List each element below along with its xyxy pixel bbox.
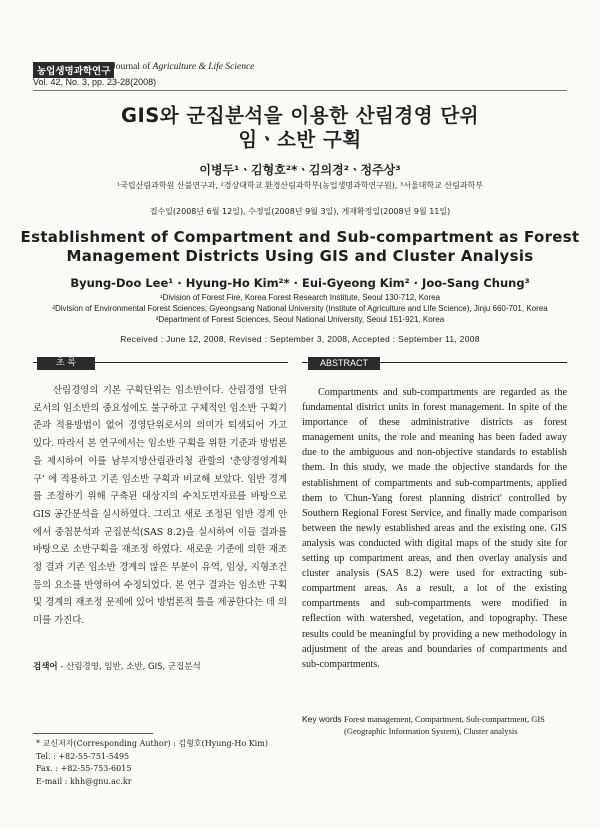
keywords-ko xyxy=(33,660,287,672)
abstract-ko-heading: 초 록 xyxy=(37,357,95,370)
abstract-en xyxy=(302,385,567,672)
abstract-ko xyxy=(33,382,287,630)
abstract-en-heading: ABSTRACT xyxy=(308,357,380,370)
affiliation-en-2: ²Division of Environmental Forest Sciences, Gyeongsang National University (Institute of Agriculture and Life Science), Jinju 660-701, Korea xyxy=(52,304,548,313)
keywords-en-text: Forest management, Compartment, Sub-compartment, GIS (Geographic Information System), Cluster analysis xyxy=(344,714,545,736)
journal-title: Agriculture & Life Science xyxy=(152,62,255,72)
abstract-en-text: Compartments and sub-compartments are regarded as the fundamental district units in forest management. In spite of the importance of these administrative districts as forest management units, the role and meaning has been faded away due to the ambiguous and non-objective standards to establish them. In this study, we made the objective standards for the establishment of compartments and sub-compartments, applied them to 'Chun-Yang forest planning district' controlled by Southern Regional Forest Service, and finally made comparison between the newly established areas and the existing one. GIS analysis was conducted with digital maps of the study site for setting up compartment areas, and then overlay analysis and cluster analysis (SAS 8.2) were used for extracting sub-compartment areas. As a result, a lot of the existing compartments and sub-compartments were modified in reflection with watershed, vegetation, and topography. These results could be meaningful by providing a new methodology in adjustment of the areas and boundaries of compartments and sub-compartments. xyxy=(302,387,567,670)
keywords-ko-label: 검색어 xyxy=(33,662,58,672)
fax: Fax. : +82-55-753-6015 xyxy=(36,764,132,773)
journal-prefix: Journal of xyxy=(112,62,151,72)
abstract-ko-text: 산림경영의 기본 구획단위는 임소반이다. 산림경영 단위로서의 임소반의 중요성에도 불구하고 구체적인 임소반 구획기준과 적용방법이 없어 경영단위로서의 의미가 퇴색되어 가고 있다. 따라서 본 연구에서는 임소반 구획을 위한 기준과 방법론을 제시하여 이를 남부지방산림관리청 관할의 '춘양경영계획구' 에 적용하고 기존 임소반 구획과 비교해 보았다. 임반 경계를 조정하기 위해 구축된 대상지의 수치도면자료를 바탕으로 GIS 공간분석을 실시하였다. 그리고 새로 조정된 임반 경계 안에서 중첩분석과 군집분석(SAS 8.2)을 실시하여 이들 결과를 바탕으로 소반구획을 재조정 하였다. 새로운 기준에 의한 재조정 결과 기존 임소반 경계의 많은 부분이 유역, 임상, 지형조건 등의 요소를 반영하여 수정되었다. 본 연구 결과는 임소반 구획 및 경계의 재조정 문제에 있어 방법론적 틀을 제공한다는 데 의미를 가진다. xyxy=(33,385,287,627)
title-ko-line2: 임ㆍ소반 구획 xyxy=(238,128,362,151)
tel: Tel. : +82-55-751-5495 xyxy=(36,751,130,761)
authors-ko: 이병두¹ㆍ김형호²*ㆍ김의경²ㆍ정주상³ xyxy=(199,163,401,177)
dates-ko: 접수일(2008년 6월 12일), 수정일(2008년 9월 3일), 게재확정일(2008년 9월 11일) xyxy=(149,207,451,216)
volume-line: Vol. 42, No. 3, pp. 23-28(2008) xyxy=(33,77,157,87)
header-rule xyxy=(33,90,567,91)
journal-badge: 농업생명과학연구 xyxy=(33,62,114,78)
corresponding-author: * 교신저자(Corresponding Author) : 김형호(Hyung-Ho Kim) xyxy=(36,739,268,748)
journal-name xyxy=(112,62,254,72)
authors-en: Byung-Doo Lee¹ · Hyung-Ho Kim²* · Eui-Gyeong Kim² · Joo-Sang Chung³ xyxy=(70,276,530,290)
received-dates-en: Received : June 12, 2008, Revised : September 3, 2008, Accepted : September 11, 2008 xyxy=(120,334,480,344)
affiliation-en-3: ³Department of Forest Sciences, Seoul National University, Seoul 151-921, Korea xyxy=(155,315,445,324)
title-en-line2: Management Districts Using GIS and Cluster Analysis xyxy=(66,247,534,265)
keywords-en-label: Key words : xyxy=(302,714,347,724)
title-ko-line1: GIS와 군집분석을 이용한 산림경영 단위 xyxy=(120,104,480,127)
affiliations-ko: ¹국립산림과학원 산불연구과, ²경상대학교 환경산림과학부(농업생명과학연구원), ³서울대학교 산림과학부 xyxy=(117,181,483,190)
email: E-mail : khh@gnu.ac.kr xyxy=(36,776,132,786)
footnote-rule xyxy=(33,733,153,734)
title-en-line1: Establishment of Compartment and Sub-compartment as Forest xyxy=(20,228,580,246)
footnote xyxy=(36,738,268,788)
affiliation-en-1: ¹Division of Forest Fire, Korea Forest Research Institute, Seoul 130-712, Korea xyxy=(159,293,441,302)
keywords-ko-text: - 산림경영, 임반, 소반, GIS, 군집분석 xyxy=(60,662,201,672)
